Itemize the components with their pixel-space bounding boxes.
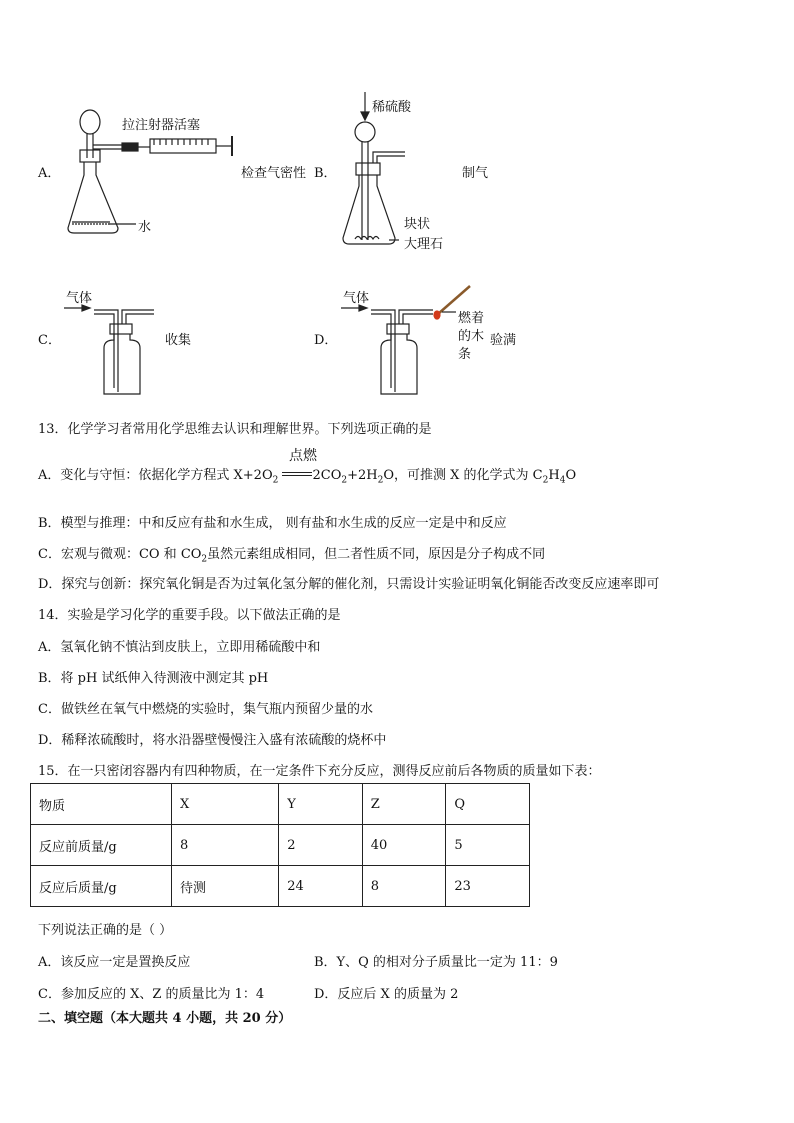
label-syringe: 拉注射器活塞 [122,118,201,133]
q13-stem: 13．化学学习者常用化学思维去认识和理解世界。下列选项正确的是 [38,422,432,437]
q14-option-c: C．做铁丝在氧气中燃烧的实验时，集气瓶内预留少量的水 [38,702,373,717]
apparatus-c-gas-bottle [64,302,164,397]
q14-stem: 14．实验是学习化学的重要手段。以下做法正确的是 [38,608,341,623]
table-cell: 反应后质量/g [31,866,172,907]
table-cell: 8 [172,825,279,866]
q15-prompt: 下列说法正确的是（ ） [38,923,173,938]
q12-option-a-letter: A． [38,166,61,181]
q12-option-b-letter: B． [314,166,337,181]
caption-d-check-full: 验满 [490,333,517,348]
label-burning-2: 的木 [458,329,485,344]
q14-option-b: B．将 pH 试纸伸入待测液中测定其 pH [38,671,269,686]
caption-c-collect: 收集 [165,333,192,348]
label-gas-c: 气体 [66,291,93,306]
mass-table [30,783,530,907]
table-cell: Y [279,784,363,825]
q12-option-d-letter: D． [314,333,338,348]
table-cell: 反应前质量/g [31,825,172,866]
q15-stem: 15．在一只密闭容器内有四种物质，在一定条件下充分反应，测得反应前后各物质的质量如下表： [38,764,601,779]
table-row [31,866,530,907]
label-gas-d: 气体 [343,291,370,306]
table-row [31,784,530,825]
label-burning-3: 条 [458,347,472,362]
q13-option-c: C．宏观与微观：CO 和 $CO_2$虽然元素组成相同，但二者性质不同，原因是分子构成不同 [38,547,546,565]
q15-option-d: D．反应后 X 的质量为 2 [314,987,459,1002]
section-heading-fill-in: 二、填空题（本大题共 4 小题，共 20 分） [38,1011,292,1026]
table-cell: 40 [362,825,446,866]
q13-option-b: B．模型与推理：中和反应有盐和水生成， 则有盐和水生成的反应一定是中和反应 [38,516,507,531]
reaction-condition-ignite: 点燃 [289,448,317,464]
label-dilute-sulfuric-acid: 稀硫酸 [372,100,412,115]
table-cell: 2 [279,825,363,866]
table-cell: 23 [446,866,530,907]
q14-option-a: A．氢氧化钠不慎沾到皮肤上，立即用稀硫酸中和 [38,640,321,655]
label-burning-1: 燃着 [458,311,485,326]
q13-option-a: A．变化与守恒：依据化学方程式 $X+2O_2$ $2CO_2+2H_2O$，可推测 X 的化学式为 $C_2H_4O$ [38,468,577,486]
q15-option-b: B．Y、Q 的相对分子质量比一定为 11：9 [314,955,558,970]
table-cell: Z [362,784,446,825]
table-row [31,825,530,866]
table-cell: 8 [362,866,446,907]
q12-option-c-letter: C． [38,333,61,348]
table-cell: 5 [446,825,530,866]
q14-option-d: D．稀释浓硫酸时，将水沿器壁慢慢注入盛有浓硫酸的烧杯中 [38,733,387,748]
q15-option-a: A．该反应一定是置换反应 [38,955,191,970]
q15-option-c: C．参加反应的 X、Z 的质量比为 1：4 [38,987,265,1002]
table-cell: X [172,784,279,825]
caption-b-make-gas: 制气 [462,166,489,181]
label-water: 水 [138,220,152,235]
table-cell: 待测 [172,866,279,907]
label-marble: 大理石 [404,237,444,252]
table-cell: 物质 [31,784,172,825]
q13-option-d: D．探究与创新：探究氧化铜是否为过氧化氢分解的催化剂，只需设计实验证明氧化铜能否改变反应速率即可 [38,577,660,592]
caption-a-airtightness: 检查气密性 [241,166,307,181]
label-block: 块状 [404,217,431,232]
table-cell: Q [446,784,530,825]
table-cell: 24 [279,866,363,907]
apparatus-b-flask-diagram [335,118,465,253]
